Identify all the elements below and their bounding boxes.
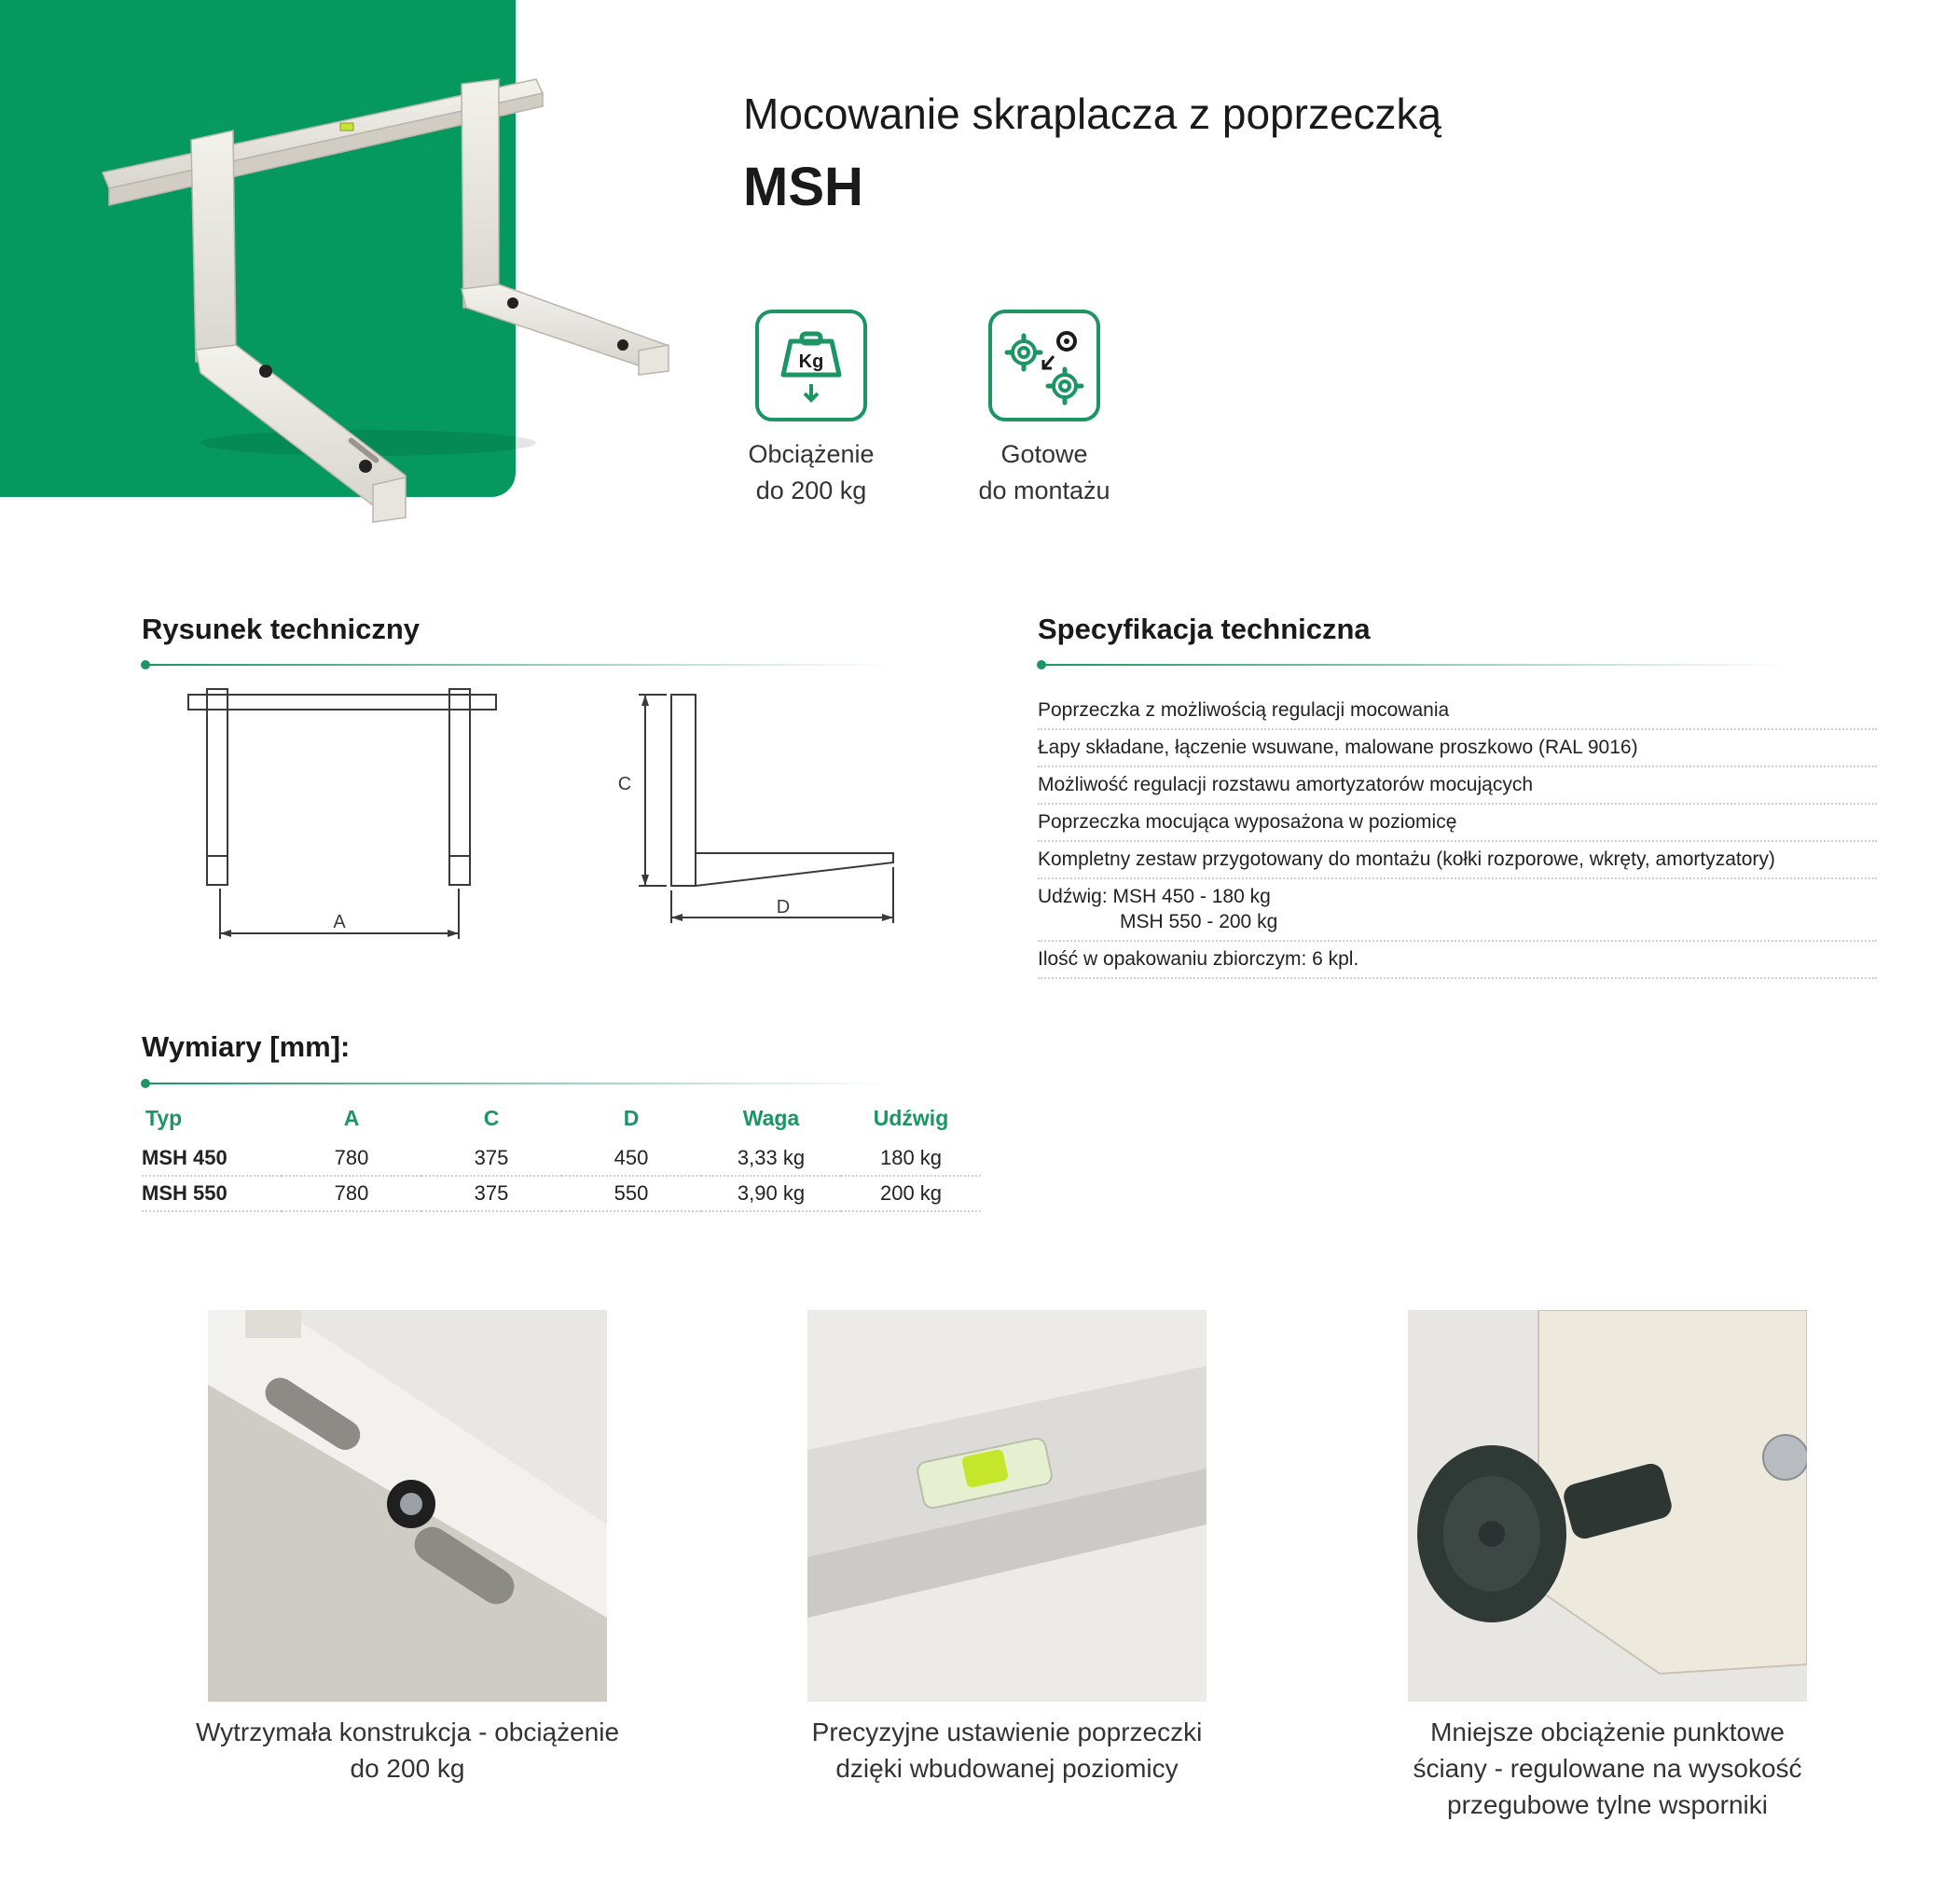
kg-label: Kg xyxy=(798,352,824,372)
photo-caption-1-line1: Wytrzymała konstrukcja - obciążenie xyxy=(195,1718,620,1746)
photo-caption-3 xyxy=(1388,1714,1827,1823)
header-type: Typ xyxy=(145,1105,183,1130)
table-header-row xyxy=(142,1096,981,1140)
photo-arm-slot xyxy=(208,1310,607,1702)
cell-weight: 3,90 kg xyxy=(701,1176,841,1211)
spec-item: Możliwość regulacji rozstawu amortyzatorów mocujących xyxy=(1038,767,1877,805)
photo-caption-3-line1: Mniejsze obciążenie punktowe xyxy=(1430,1718,1785,1746)
weight-kg-icon xyxy=(755,310,867,421)
feature-ready-line2: do montażu xyxy=(978,476,1110,504)
bracket-product-image xyxy=(89,75,704,531)
header-d: D xyxy=(623,1105,640,1130)
spec-capacity xyxy=(1038,879,1877,942)
feature-load-line2: do 200 kg xyxy=(755,476,867,504)
spec-item: Łapy składane, łączenie wsuwane, malowane proszkowo (RAL 9016) xyxy=(1038,730,1877,767)
spec-capacity-line2: MSH 550 - 200 kg xyxy=(1120,911,1278,932)
photo-caption-3-line2: ściany - regulowane na wysokość xyxy=(1413,1754,1802,1783)
cell-capacity: 200 kg xyxy=(841,1176,981,1211)
cell-weight: 3,33 kg xyxy=(701,1140,841,1176)
photo-caption-1-line2: do 200 kg xyxy=(350,1754,465,1783)
spec-package: Ilość w opakowaniu zbiorczym: 6 kpl. xyxy=(1038,942,1877,979)
cell-a: 780 xyxy=(282,1140,421,1176)
table-row xyxy=(142,1176,981,1211)
photo-spirit-level xyxy=(807,1310,1207,1702)
cell-c: 375 xyxy=(421,1176,561,1211)
cell-capacity: 180 kg xyxy=(841,1140,981,1176)
spec-list xyxy=(1038,693,1877,979)
feature-ready-line1: Gotowe xyxy=(1000,440,1088,468)
photo-caption-1 xyxy=(188,1714,627,1787)
spec-capacity-line1: Udźwig: MSH 450 - 180 kg xyxy=(1038,886,1271,907)
dimensions-table xyxy=(142,1096,981,1212)
photo-caption-2-line2: dzięki wbudowanej poziomicy xyxy=(835,1754,1179,1783)
table-row xyxy=(142,1140,981,1176)
photo-adjustable-support xyxy=(1408,1310,1807,1702)
spec-item: Kompletny zestaw przygotowany do montażu (kołki rozporowe, wkręty, amortyzatory) xyxy=(1038,842,1877,879)
dimensions-heading: Wymiary [mm]: xyxy=(142,1030,351,1063)
feature-load xyxy=(713,310,909,509)
technical-drawing xyxy=(131,685,914,956)
dimension-label-c: C xyxy=(617,774,632,794)
spec-item: Poprzeczka z możliwością regulacji mocowania xyxy=(1038,693,1877,730)
product-model: MSH xyxy=(743,157,863,217)
gears-icon xyxy=(988,310,1100,421)
drawing-heading-rule xyxy=(145,664,891,666)
header-capacity: Udźwig xyxy=(873,1105,949,1130)
spec-heading: Specyfikacja techniczna xyxy=(1038,613,1371,645)
header-c: C xyxy=(483,1105,500,1130)
dimension-label-d: D xyxy=(776,897,791,918)
cell-a: 780 xyxy=(282,1176,421,1211)
dimensions-heading-rule xyxy=(145,1083,891,1084)
spec-item: Poprzeczka mocująca wyposażona w poziomicę xyxy=(1038,805,1877,842)
photo-caption-3-line3: przegubowe tylne wsporniki xyxy=(1447,1790,1768,1819)
feature-ready xyxy=(946,310,1142,509)
cell-type: MSH 550 xyxy=(142,1176,282,1211)
spec-heading-rule xyxy=(1041,664,1787,666)
photo-caption-2-line1: Precyzyjne ustawienie poprzeczki xyxy=(811,1718,1203,1746)
cell-d: 550 xyxy=(561,1176,701,1211)
header-weight: Waga xyxy=(742,1105,800,1130)
photo-caption-2 xyxy=(788,1714,1226,1787)
drawing-heading: Rysunek techniczny xyxy=(142,613,421,645)
cell-c: 375 xyxy=(421,1140,561,1176)
dimension-label-a: A xyxy=(333,912,346,932)
product-title: Mocowanie skraplacza z poprzeczką xyxy=(743,90,1442,138)
cell-d: 450 xyxy=(561,1140,701,1176)
feature-load-line1: Obciążenie xyxy=(748,440,875,468)
header-a: A xyxy=(343,1105,360,1130)
cell-type: MSH 450 xyxy=(142,1140,282,1176)
